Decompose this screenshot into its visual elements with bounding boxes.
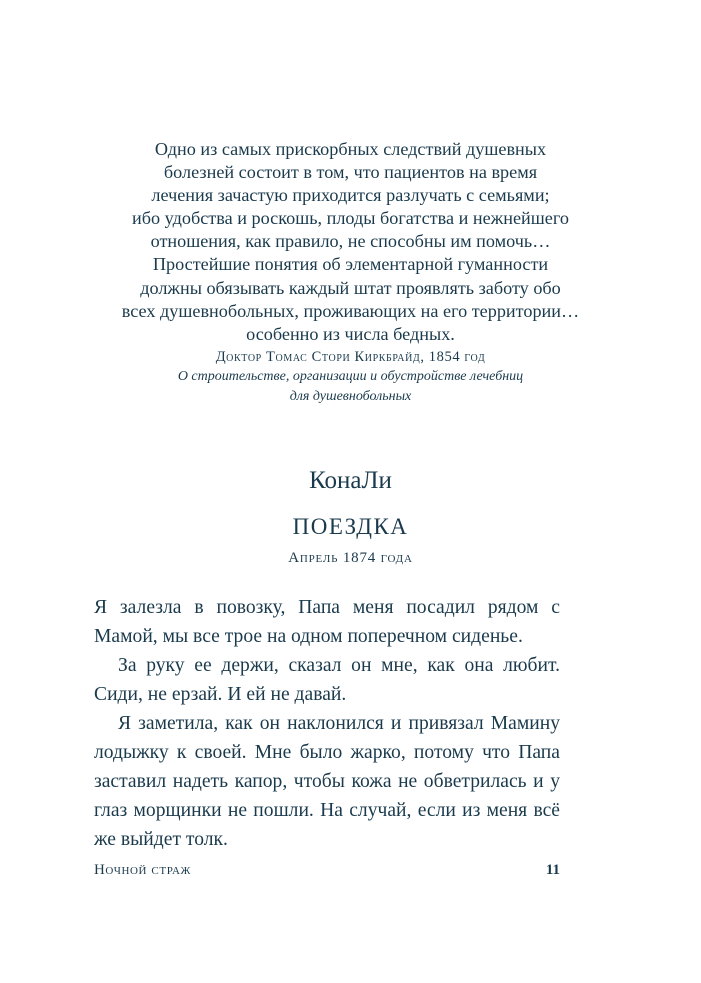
- epigraph-line: лечения зачастую приходится разлучать с семьями;: [151, 185, 550, 206]
- epigraph: [80, 138, 621, 346]
- chapter-character-name: КонаЛи: [309, 467, 392, 494]
- attribution-work-line: для душевнобольных: [289, 389, 412, 404]
- body-paragraph: Я залезла в повозку, Папа меня посадил рядом с Мамой, мы все трое на одном поперечном сиденье.: [94, 597, 560, 647]
- epigraph-line: Простейшие понятия об элементарной гуманности: [152, 254, 549, 275]
- body-text: [94, 593, 560, 854]
- running-footer-title: Ночной страж: [94, 862, 191, 878]
- page-number: 11: [545, 862, 560, 878]
- epigraph-line: отношения, как правило, не способны им помочь…: [150, 231, 551, 252]
- chapter-date: Апрель 1874 года: [288, 550, 413, 566]
- body-paragraph: Я заметила, как он наклонился и привязал Мамину лодыжку к своей. Мне было жарко, потому что Папа заставил надеть капор, чтобы кожа не обветрилась и у глаз морщинки не пошли. На случай, если из меня всё же выйдет толк.: [94, 713, 560, 850]
- epigraph-attribution: [80, 347, 621, 407]
- attribution-author: Доктор Томас Стори Киркбрайд, 1854 год: [215, 349, 486, 365]
- epigraph-line: ибо удобства и роскошь, плоды богатства и нежнейшего: [132, 208, 569, 229]
- epigraph-line: особенно из числа бедных.: [246, 323, 455, 344]
- chapter-title: ПОЕЗДКА: [292, 514, 409, 539]
- body-paragraph: За руку ее держи, сказал он мне, как она любит. Сиди, не ерзай. И ей не давай.: [94, 655, 560, 705]
- attribution-work-line: О строительстве, организации и обустройстве лечебниц: [177, 369, 524, 384]
- epigraph-line: Одно из самых прискорбных следствий душевных: [154, 139, 547, 159]
- epigraph-line: болезней состоит в том, что пациентов на время: [163, 162, 538, 183]
- epigraph-line: всех душевнобольных, проживающих на его территории…: [121, 300, 580, 321]
- epigraph-line: должны обязывать каждый штат проявлять заботу обо: [140, 277, 561, 298]
